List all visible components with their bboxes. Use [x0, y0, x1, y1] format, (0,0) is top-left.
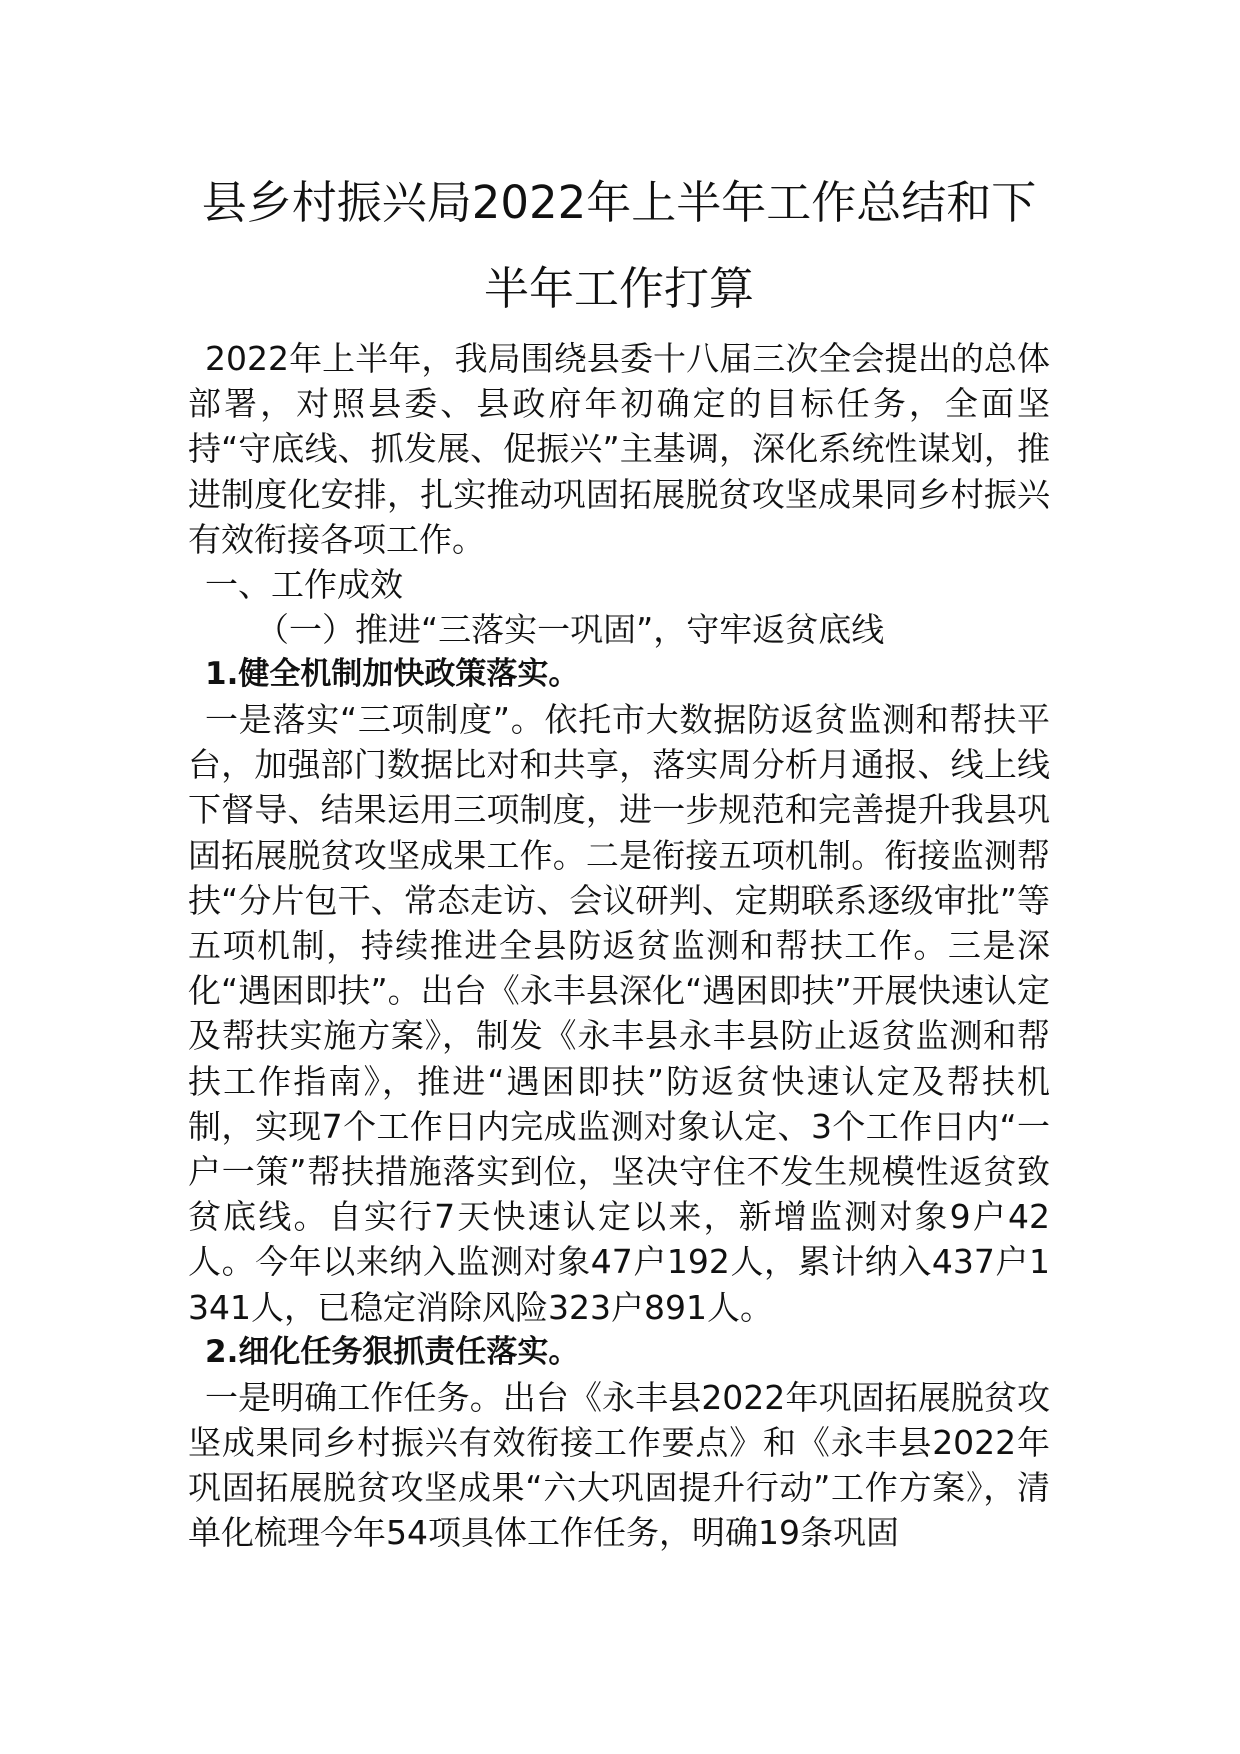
- section-heading: 一、工作成效: [205, 565, 403, 605]
- bold-heading-1: 1.健全机制加快政策落实。: [205, 656, 580, 693]
- document-title-line-2: 半年工作打算: [483, 262, 754, 315]
- body-paragraph-1: 一是落实“三项制度”。依托市大数据防返贫监测和帮扶平台，加强部门数据比对和共享，落实周分析月通报、线上线下督导、结果运用三项制度，进一步规范和完善提升我县巩固拓展脱贫攻坚成果工作。二是衔接五项机制。衔接监测帮扶“分片包干、常态走访、会议研判、定期联系逐级审批”等五项机制，持续推进全县防返贫监测和帮扶工作。三是深化“遇困即扶”。出台《永丰县深化“遇困即扶”开展快速认定及帮扶实施方案》，制发《永丰县永丰县防止返贫监测和帮扶工作指南》，推进“遇困即扶”防返贫快速认定及帮扶机制，实现7个工作日内完成监测对象认定、3个工作日内“一户一策”帮扶措施落实到位，坚决守住不发生规模性返贫致贫底线。自实行7天快速认定以来，新增监测对象9户42人。今年以来纳入监测对象47户192人，累计纳入437户1341人，已稳定消除风险323户891人。: [188, 700, 1050, 1327]
- document-title-line-1: 县乡村振兴局2022年上半年工作总结和下: [201, 176, 1037, 229]
- bold-heading-2: 2.细化任务狠抓责任落实。: [205, 1333, 580, 1370]
- subsection-heading: （一）推进“三落实一巩固”，守牢返贫底线: [256, 610, 885, 650]
- intro-paragraph: 2022年上半年，我局围绕县委十八届三次全会提出的总体部署，对照县委、县政府年初确定的目标任务，全面坚持“守底线、抓发展、促振兴”主基调，深化系统性谋划，推进制度化安排，扎实推动巩固拓展脱贫攻坚成果同乡村振兴有效衔接各项工作。: [188, 339, 1050, 559]
- document-page: [188, 160, 1050, 1556]
- body-paragraph-2: 一是明确工作任务。出台《永丰县2022年巩固拓展脱贫攻坚成果同乡村振兴有效衔接工作要点》和《永丰县2022年巩固拓展脱贫攻坚成果“六大巩固提升行动”工作方案》，清单化梳理今年54项具体工作任务，明确19条巩固: [188, 1377, 1050, 1553]
